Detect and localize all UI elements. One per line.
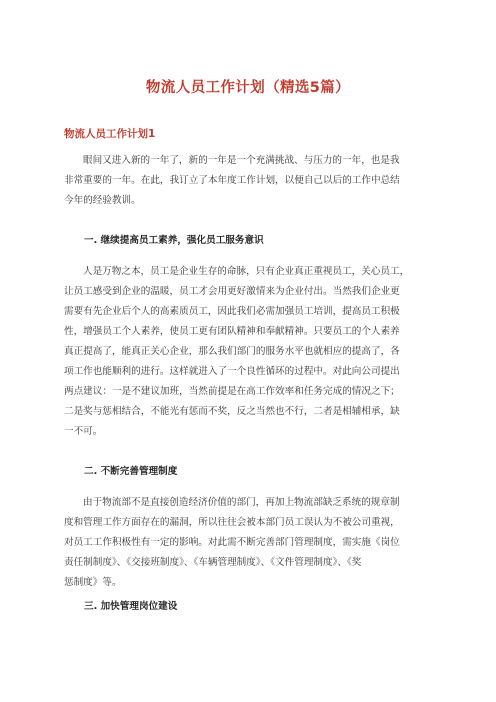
paragraph-line: 性，增强员工个人素养，使员工更有团队精神和奉献精神。只要员工的个人素养: [64, 326, 400, 337]
paragraph-line: 二是奖与惩相结合，不能光有惩而不奖，反之当然也不行，二者是相辅相承，缺: [64, 406, 400, 417]
article-subtitle: 物流人员工作计划1: [64, 128, 156, 140]
section-1-paragraph: [64, 262, 432, 442]
paragraph-line: 非常重要的一年。在此，我订立了本年度工作计划，以便自己以后的工作中总结: [64, 175, 400, 186]
section-heading-1: 一. 继续提高员工素养，强化员工服务意识: [84, 235, 264, 246]
paragraph-line: 让员工感受到企业的温暖，员工才会用更好激情来为企业付出。当然我们企业更: [64, 286, 400, 297]
section-2-paragraph: [64, 493, 432, 593]
paragraph-line: 由于物流部不是直接创造经济价值的部门，再加上物流部缺乏系统的规章制: [83, 497, 400, 508]
intro-paragraph: [64, 151, 432, 211]
paragraph-line: 项工作也能顺利的进行。这样就进入了一个良性循环的过程中。对此向公司提出: [64, 366, 400, 377]
paragraph-line: 责任制制度》、《交接班制度》、《车辆管理制度》、《文件管理制度》、《奖: [64, 557, 362, 568]
paragraph-line: 今年的经验教训。: [64, 195, 141, 206]
paragraph-line: 需要有先企业后个人的高素质员工，因此我们必需加强员工培训，提高员工积极: [64, 306, 400, 317]
paragraph-line: 一不可。: [64, 426, 103, 437]
paragraph-line: 真正提高了，能真正关心企业，那么我们部门的服务水平也就相应的提高了，各: [64, 346, 400, 357]
paragraph-line: 眼间又进入新的一年了，新的一年是一个充满挑战、与压力的一年，也是我: [83, 155, 400, 166]
paragraph-line: 人是万物之本，员工是企业生存的命脉，只有企业真正重视员工，关心员工，: [83, 266, 410, 277]
paragraph-line: 两点建议：一是不建议加班，当然前提是在高工作效率和任务完成的情况之下；: [64, 386, 400, 397]
paragraph-line: 度和管理工作方面存在的漏洞，所以往往会被本部门员工误认为不被公司重视，: [64, 517, 400, 528]
paragraph-line: 对员工工作积极性有一定的影响。对此需不断完善部门管理制度，需实施《岗位: [64, 537, 400, 548]
section-heading-3: 三. 加快管理岗位建设: [84, 601, 178, 612]
section-heading-2: 二. 不断完善管理制度: [84, 466, 178, 477]
document-title: 物流人员工作计划（精选5篇）: [145, 80, 351, 96]
paragraph-line: 惩制度》等。: [64, 577, 122, 588]
